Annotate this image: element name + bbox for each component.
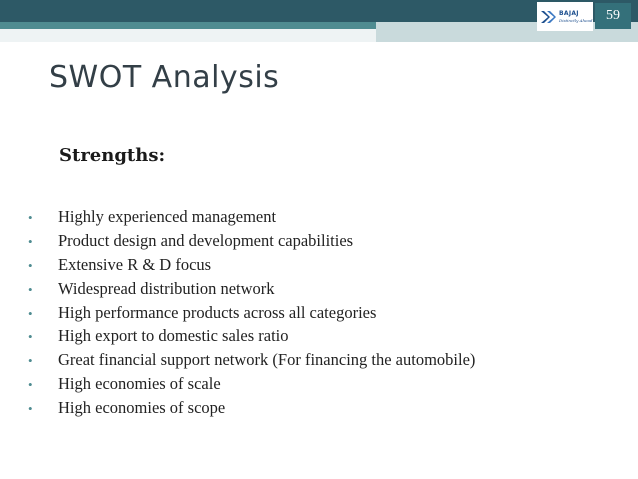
bullet-icon: •: [28, 377, 33, 393]
list-item: [28, 374, 475, 398]
strengths-list: [28, 207, 475, 422]
section-subheading: Strengths:: [59, 145, 166, 166]
bullet-icon: •: [28, 401, 33, 417]
list-item: [28, 279, 475, 303]
list-item: [28, 255, 475, 279]
list-item: [28, 350, 475, 374]
bullet-icon: •: [28, 210, 33, 225]
logo: [537, 2, 593, 31]
bullet-icon: •: [28, 353, 33, 369]
slide-title: SWOT Analysis: [49, 60, 280, 95]
list-item: [28, 326, 475, 350]
page-number: 59: [595, 3, 631, 29]
list-item: [28, 303, 475, 327]
list-item-text: Great financial support network (For financing the automobile): [58, 350, 476, 370]
bullet-icon: •: [28, 233, 33, 249]
list-item-text: Product design and development capabilities: [58, 230, 354, 250]
list-item-text: Highly experienced management: [58, 207, 277, 226]
list-item-text: Widespread distribution network: [58, 278, 275, 298]
list-item: [28, 231, 475, 255]
list-item: [28, 398, 475, 422]
logo-tagline: Distinctly Ahead: [559, 17, 593, 23]
header-stripe-light: [0, 29, 376, 42]
bajaj-logo-icon: [540, 10, 556, 24]
bullet-icon: •: [28, 305, 33, 321]
bullet-icon: •: [28, 329, 33, 345]
bullet-icon: •: [28, 257, 33, 273]
list-item-text: Extensive R & D focus: [58, 254, 212, 274]
logo-brand: BAJAJ: [559, 9, 579, 17]
list-item-text: High export to domestic sales ratio: [58, 326, 289, 346]
list-item: [28, 207, 475, 231]
list-item-text: High economies of scale: [58, 374, 221, 394]
list-item-text: High economies of scope: [58, 398, 226, 418]
list-item-text: High performance products across all categories: [58, 302, 377, 322]
bullet-icon: •: [28, 281, 33, 297]
